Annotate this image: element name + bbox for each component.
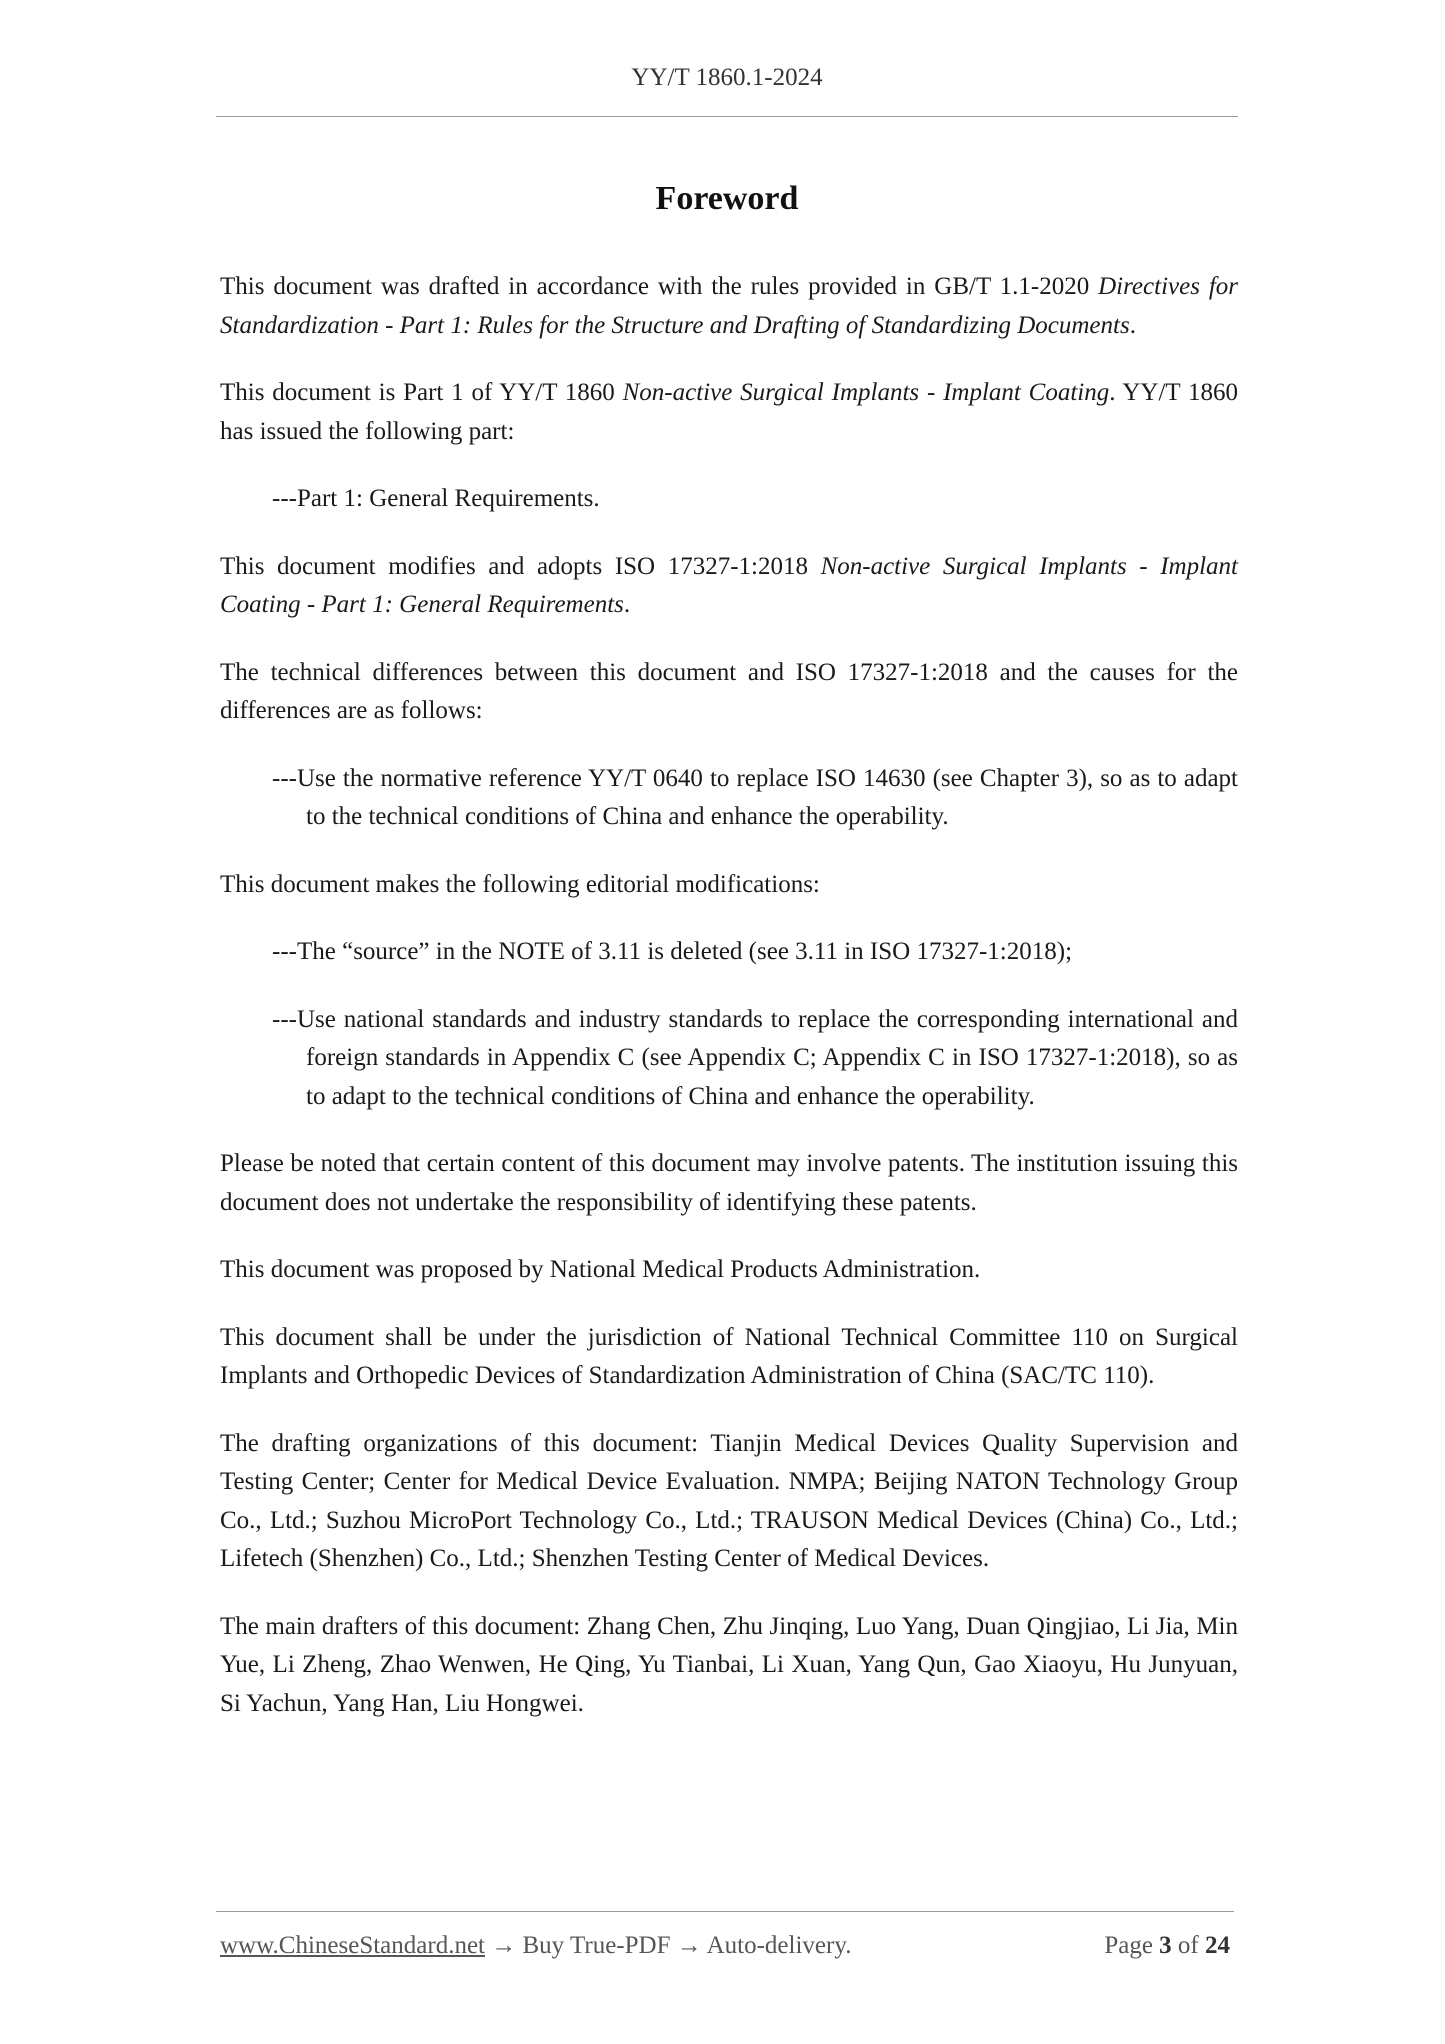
page-header	[216, 64, 1238, 92]
auto-delivery-text: Auto-delivery.	[706, 1932, 852, 1959]
foreword-body	[220, 268, 1238, 1752]
paragraph-editorial-modifications: This document makes the following editorial modifications:	[220, 870, 820, 898]
current-page: 3	[1159, 1932, 1172, 1959]
document-number: YY/T 1860.1-2024	[631, 64, 823, 91]
buy-pdf-text: Buy True-PDF	[522, 1932, 671, 1959]
list-item-source-deleted: ---The “source” in the NOTE of 3.11 is deleted (see 3.11 in ISO 17327-1:2018);	[272, 938, 1073, 965]
list-item-normative-reference: ---Use the normative reference YY/T 0640 to replace ISO 14630 (see Chapter 3), so as to adapt to the technical conditions of China and enhance the operability.	[272, 764, 1238, 830]
paragraph-adoption: This document modifies and adopts ISO 17327-1:2018 Non-active Surgical Implants - Implant Coating - Part 1: General Requirements.	[220, 552, 1238, 618]
paragraph-proposed-by: This document was proposed by National Medical Products Administration.	[220, 1256, 981, 1283]
paragraph-drafting-rules: This document was drafted in accordance with the rules provided in GB/T 1.1-2020 Directives for Standardization - Part 1: Rules for the Structure and Drafting of Standardizing Documents.	[220, 273, 1238, 339]
header-divider	[216, 116, 1238, 117]
arrow-right-icon: →	[491, 1932, 517, 1959]
list-item-part-1: ---Part 1: General Requirements.	[272, 485, 600, 512]
paragraph-drafting-organizations: The drafting organizations of this document: Tianjin Medical Devices Quality Supervision and Testing Center; Center for Medical Device Evaluation. NMPA; Beijing NATON Technology Group Co., Ltd.; Suzhou MicroPort Technology Co., Ltd.; TRAUSON Medical Devices (China) Co., Ltd.; Lifetech (Shenzhen) Co., Ltd.; Shenzhen Testing Center of Medical Devices.	[220, 1429, 1238, 1572]
paragraph-patents: Please be noted that certain content of this document may involve patents. The institution issuing this document does not undertake the responsibility of identifying these patents.	[220, 1150, 1238, 1216]
total-pages: 24	[1205, 1932, 1230, 1959]
page-number: Page 3 of 24	[1104, 1932, 1230, 1959]
footer-divider	[216, 1911, 1234, 1912]
page-title: Foreword	[655, 180, 799, 217]
paragraph-part-of-series: This document is Part 1 of YY/T 1860 Non-active Surgical Implants - Implant Coating. YY/T 1860 has issued the following part:	[220, 379, 1239, 445]
arrow-right-icon: →	[676, 1932, 702, 1959]
list-item-appendix-c: ---Use national standards and industry standards to replace the corresponding international and foreign standards in Appendix C (see Appendix C; Appendix C in ISO 17327-1:2018), so as to adapt to the technical conditions of China and enhance the operability.	[272, 1005, 1238, 1110]
footer-promo	[220, 1932, 851, 1960]
paragraph-jurisdiction: This document shall be under the jurisdiction of National Technical Committee 110 on Surgical Implants and Orthopedic Devices of Standardization Administration of China (SAC/TC 110).	[220, 1323, 1238, 1389]
paragraph-main-drafters: The main drafters of this document: Zhang Chen, Zhu Jinqing, Luo Yang, Duan Qingjiao, Li Jia, Min Yue, Li Zheng, Zhao Wenwen, He Qing, Yu Tianbai, Li Xuan, Yang Qun, Gao Xiaoyu, Hu Junyuan, Si Yachun, Yang Han, Liu Hongwei.	[220, 1612, 1238, 1717]
website-link[interactable]: www.ChineseStandard.net	[220, 1932, 485, 1959]
paragraph-technical-differences: The technical differences between this document and ISO 17327-1:2018 and the causes for the differences are as follows:	[220, 658, 1238, 724]
